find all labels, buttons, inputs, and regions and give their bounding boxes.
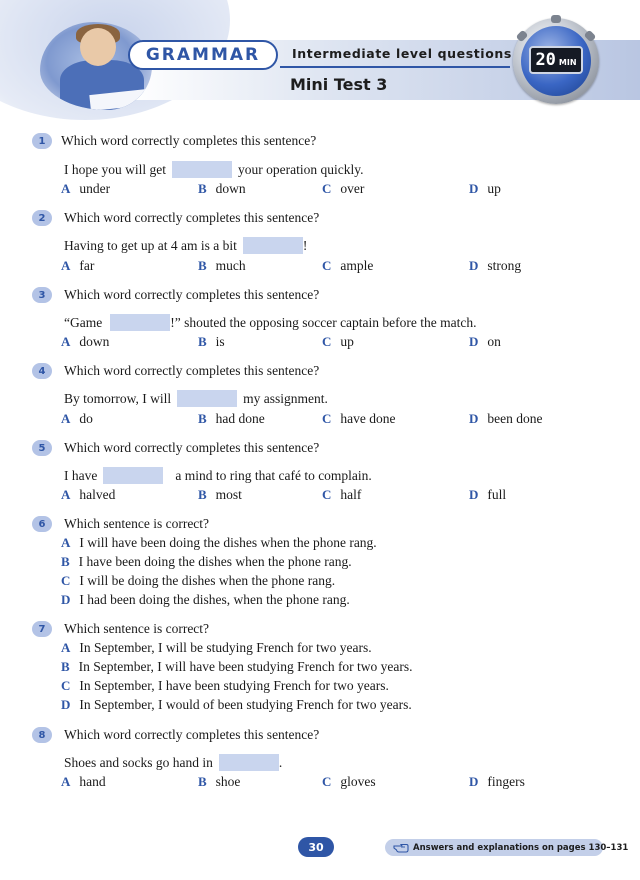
option-letter: D	[469, 411, 479, 426]
question-stem	[64, 390, 328, 407]
option-d[interactable]	[469, 774, 525, 790]
option-text: been done	[487, 411, 543, 426]
stem-text: !	[302, 237, 308, 253]
option-letter: B	[198, 411, 207, 426]
level-subtitle: Intermediate level questions	[292, 46, 512, 61]
option-text: hand	[79, 774, 106, 789]
stem-text: !” shouted the opposing soccer captain before the match.	[170, 314, 477, 330]
option-letter: D	[469, 181, 479, 196]
option-letter: D	[469, 487, 479, 502]
option-letter: A	[61, 535, 71, 550]
option-c[interactable]	[322, 487, 361, 503]
question-prompt: Which word correctly completes this sentence?	[64, 210, 320, 225]
option-text: up	[340, 334, 354, 349]
option-a[interactable]	[61, 487, 115, 503]
option-letter: A	[61, 411, 71, 426]
option-a[interactable]	[61, 181, 110, 197]
option-text: up	[487, 181, 501, 196]
question-number: 7	[32, 621, 52, 637]
option-letter: D	[61, 592, 71, 607]
answer-blank[interactable]	[110, 314, 170, 331]
stem-text: I hope you will get	[64, 161, 166, 177]
option-a[interactable]	[61, 258, 94, 274]
option-d[interactable]	[469, 181, 501, 197]
option-text: strong	[487, 258, 522, 273]
page-number: 30	[298, 837, 334, 857]
option-d[interactable]	[469, 334, 501, 350]
option-letter: B	[61, 554, 70, 569]
option-text: have done	[340, 411, 396, 426]
timer-unit: MIN	[558, 57, 577, 67]
option-text: In September, I would of been studying French for two years.	[79, 697, 412, 712]
answer-blank[interactable]	[219, 754, 279, 771]
option-a[interactable]	[61, 411, 93, 427]
answer-blank[interactable]	[103, 467, 163, 484]
option-text: had done	[215, 411, 265, 426]
option-letter: B	[61, 659, 70, 674]
question-prompt: Which word correctly completes this sentence?	[64, 440, 320, 455]
option-text: shoe	[215, 774, 241, 789]
option-a[interactable]	[61, 774, 106, 790]
option-letter: C	[322, 774, 332, 789]
option-b[interactable]	[61, 554, 352, 570]
option-letter: B	[198, 258, 207, 273]
option-letter: C	[61, 573, 71, 588]
timer-minutes: 20	[535, 49, 556, 70]
option-text: ample	[340, 258, 374, 273]
timer-icon	[513, 18, 599, 104]
answers-reference-link[interactable]	[385, 839, 629, 856]
option-letter: C	[322, 181, 332, 196]
option-text: In September, I will have been studying French for two years.	[78, 659, 413, 674]
question-stem	[64, 314, 477, 331]
stem-text: .	[278, 754, 283, 770]
question-number: 2	[32, 210, 52, 226]
option-letter: D	[469, 774, 479, 789]
stem-text: a mind to ring that café to complain.	[175, 467, 372, 483]
subject-title: GRAMMAR	[128, 40, 278, 70]
option-b[interactable]	[198, 411, 265, 427]
option-letter: D	[61, 697, 71, 712]
option-letter: B	[198, 334, 207, 349]
option-letter: A	[61, 181, 71, 196]
option-letter: C	[322, 487, 332, 502]
option-text: down	[215, 181, 246, 196]
page-header	[0, 0, 640, 118]
option-a[interactable]	[61, 640, 372, 656]
option-text: down	[79, 334, 110, 349]
stem-text: my assignment.	[243, 390, 328, 406]
option-text: I had been doing the dishes, when the phone rang.	[79, 592, 350, 607]
question-prompt: Which word correctly completes this sentence?	[64, 287, 320, 302]
option-b[interactable]	[198, 181, 246, 197]
option-text: I will have been doing the dishes when the phone rang.	[79, 535, 377, 550]
test-title: Mini Test 3	[290, 75, 388, 94]
option-letter: B	[198, 774, 207, 789]
option-c[interactable]	[322, 774, 376, 790]
option-letter: B	[198, 181, 207, 196]
option-text: gloves	[340, 774, 376, 789]
option-text: halved	[79, 487, 116, 502]
option-a[interactable]	[61, 334, 109, 350]
option-letter: A	[61, 334, 71, 349]
stem-text: your operation quickly.	[237, 161, 364, 177]
option-text: most	[215, 487, 242, 502]
question-stem	[64, 754, 282, 771]
timer-display	[529, 46, 583, 74]
option-d[interactable]	[469, 487, 506, 503]
option-text: much	[215, 258, 246, 273]
answer-blank[interactable]	[243, 237, 303, 254]
option-letter: D	[469, 258, 479, 273]
option-letter: A	[61, 774, 71, 789]
option-text: under	[79, 181, 111, 196]
question-stem	[64, 237, 307, 254]
option-letter: C	[322, 258, 332, 273]
option-letter: C	[322, 334, 332, 349]
stem-text: By tomorrow, I will	[64, 390, 172, 406]
question-number: 3	[32, 287, 52, 303]
option-text: fingers	[487, 774, 525, 789]
option-text: In September, I will be studying French for two years.	[79, 640, 372, 655]
stem-text: Shoes and socks go hand in	[64, 754, 213, 770]
question-prompt: Which sentence is correct?	[64, 621, 210, 636]
option-letter: A	[61, 640, 71, 655]
option-letter: C	[61, 678, 71, 693]
answers-note: Answers and explanations on pages 130–131	[413, 842, 629, 853]
option-text: over	[340, 181, 365, 196]
option-c[interactable]	[322, 334, 354, 350]
pointing-hand-icon	[393, 842, 409, 853]
option-text: I have been doing the dishes when the phone rang.	[78, 554, 352, 569]
question-number: 5	[32, 440, 52, 456]
option-text: do	[79, 411, 93, 426]
question-stem	[64, 161, 363, 178]
option-d[interactable]	[61, 697, 412, 713]
option-a[interactable]	[61, 535, 377, 551]
option-c[interactable]	[61, 678, 389, 694]
option-b[interactable]	[61, 659, 413, 675]
option-b[interactable]	[198, 258, 246, 274]
question-number: 4	[32, 363, 52, 379]
option-text: on	[487, 334, 501, 349]
question-prompt: Which sentence is correct?	[64, 516, 210, 531]
question-stem	[64, 467, 372, 484]
header-divider	[280, 66, 510, 68]
option-b[interactable]	[198, 334, 225, 350]
option-text: In September, I have been studying French for two years.	[79, 678, 389, 693]
option-b[interactable]	[198, 774, 240, 790]
option-letter: B	[198, 487, 207, 502]
stem-text: Having to get up at 4 am is a bit	[64, 237, 237, 253]
option-letter: A	[61, 487, 71, 502]
question-prompt: Which word correctly completes this sentence?	[61, 133, 317, 148]
question-prompt: Which word correctly completes this sentence?	[64, 727, 320, 742]
option-c[interactable]	[322, 181, 364, 197]
option-d[interactable]	[61, 592, 350, 608]
option-b[interactable]	[198, 487, 242, 503]
question-prompt: Which word correctly completes this sentence?	[64, 363, 320, 378]
option-letter: D	[469, 334, 479, 349]
answer-blank[interactable]	[172, 161, 232, 178]
option-c[interactable]	[61, 573, 335, 589]
option-text: is	[215, 334, 225, 349]
question-number: 6	[32, 516, 52, 532]
option-c[interactable]	[322, 411, 396, 427]
question-number: 1	[32, 133, 52, 149]
option-text: I will be doing the dishes when the phone rang.	[79, 573, 336, 588]
option-c[interactable]	[322, 258, 373, 274]
answer-blank[interactable]	[177, 390, 237, 407]
option-letter: C	[322, 411, 332, 426]
option-text: full	[487, 487, 507, 502]
option-d[interactable]	[469, 258, 521, 274]
option-text: half	[340, 487, 362, 502]
option-text: far	[79, 258, 95, 273]
option-letter: A	[61, 258, 71, 273]
option-d[interactable]	[469, 411, 543, 427]
stem-text: “Game	[64, 314, 103, 330]
question-number: 8	[32, 727, 52, 743]
stem-text: I have	[64, 467, 98, 483]
